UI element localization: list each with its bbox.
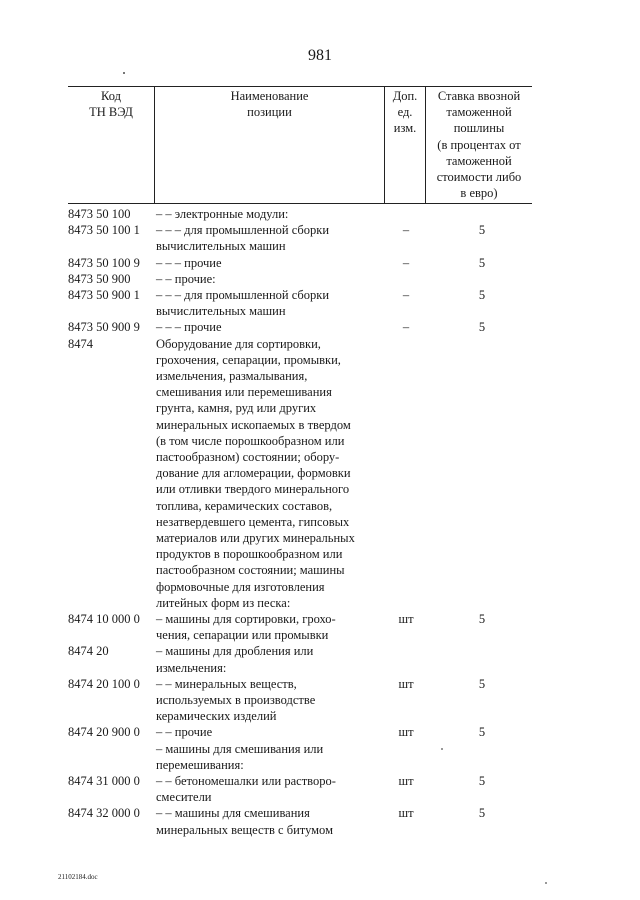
cell-unit: – (402, 288, 410, 302)
cell-rate: 5 (478, 774, 486, 788)
cell-name: пастообразном) состоянии; обору- (156, 450, 340, 464)
cell-unit: шт (398, 806, 414, 821)
table-row (68, 546, 532, 562)
cell-unit: – (402, 223, 410, 238)
cell-rate: 5 (478, 255, 486, 270)
cell-name: (в том числе порошкообразном или (156, 433, 345, 448)
cell-name: материалов или других минеральных (156, 531, 355, 545)
cell-name: дование для агломерации, формовки (156, 466, 351, 481)
table-row (68, 498, 532, 514)
cell-name: – – – для промышленной сборки (156, 288, 330, 302)
cell-rate: 5 (478, 320, 486, 335)
scan-speck (545, 882, 547, 884)
cell-name: – – электронные модули: (156, 207, 289, 221)
cell-rate: 5 (478, 806, 486, 821)
cell-name: измельчения: (156, 660, 227, 675)
cell-code: 8474 20 (68, 644, 109, 659)
cell-name: грунта, камня, руд или других (156, 401, 317, 416)
table-row (68, 643, 532, 659)
cell-name: – – – для промышленной сборки (156, 223, 330, 238)
cell-name: грохочения, сепарации, промывки, (156, 352, 341, 367)
table-row (68, 611, 532, 627)
cell-unit: шт (398, 676, 414, 691)
header-name: Наименование позиции (230, 89, 309, 120)
cell-name: или отливки твердого минерального (156, 482, 350, 497)
table-row (68, 433, 532, 449)
cell-code: 8474 31 000 0 (68, 774, 140, 788)
cell-name: продуктов в порошкообразном или (156, 547, 343, 562)
cell-rate: 5 (478, 612, 486, 626)
cell-name: керамических изделий (156, 709, 277, 724)
cell-name: перемешивания: (156, 757, 244, 772)
table-row (68, 255, 532, 271)
cell-rate: 5 (478, 676, 486, 691)
header-unit: Доп. ед. изм. (392, 89, 418, 136)
table-row (68, 757, 532, 773)
cell-name: литейных форм из песка: (156, 595, 291, 610)
cell-name: – – бетономешалки или растворо- (156, 774, 336, 788)
cell-code: 8473 50 900 9 (68, 320, 140, 335)
cell-code: 8474 (68, 336, 93, 351)
cell-name: незатвердевшего цемента, гипсовых (156, 514, 350, 529)
table-row (68, 789, 532, 805)
cell-name: пастообразном состоянии; машины (156, 563, 345, 578)
cell-code: 8473 50 100 (68, 207, 131, 221)
table-row (68, 449, 532, 465)
cell-name: топлива, керамических составов, (156, 498, 333, 513)
table-row (68, 384, 532, 400)
cell-name: – машины для дробления или (156, 644, 314, 659)
cell-name: смешивания или перемешивания (156, 385, 332, 400)
table-row (68, 692, 532, 708)
cell-name: минеральных веществ с битумом (156, 822, 333, 837)
scan-mark (123, 72, 125, 74)
header-bottom-border (68, 203, 532, 204)
table-row (68, 530, 532, 546)
table-row (68, 303, 532, 319)
cell-unit: – (402, 255, 410, 270)
cell-code: 8474 10 000 0 (68, 612, 140, 626)
table-row (68, 481, 532, 497)
cell-name: минеральных ископаемых в твердом (156, 417, 351, 432)
cell-name: – машины для смешивания или (156, 741, 324, 756)
table-row (68, 417, 532, 433)
table-row (68, 368, 532, 384)
cell-name: Оборудование для сортировки, (156, 336, 321, 351)
cell-name: – – прочие: (156, 271, 216, 286)
table-row (68, 822, 532, 838)
cell-name: – – прочие (156, 725, 213, 740)
table-row (68, 805, 532, 821)
table-row (68, 773, 532, 789)
table-row (68, 222, 532, 238)
table-row (68, 660, 532, 676)
cell-name: формовочные для изготовления (156, 579, 325, 594)
table-row (68, 595, 532, 611)
cell-name: используемых в производстве (156, 693, 316, 707)
cell-name: – – машины для смешивания (156, 806, 310, 821)
table-row (68, 724, 532, 740)
cell-code: 8474 20 900 0 (68, 725, 140, 740)
header-rate: Ставка ввозной таможенной пошлины (в процентах от таможенной стоимости либо в евро) (436, 89, 522, 201)
table-row (68, 319, 532, 335)
table-row (68, 336, 532, 352)
table-row (68, 352, 532, 368)
table-row (68, 708, 532, 724)
table-row (68, 741, 532, 757)
cell-code: 8473 50 900 (68, 271, 131, 286)
cell-code: 8473 50 100 1 (68, 223, 140, 238)
cell-code: 8474 32 000 0 (68, 806, 140, 821)
cell-code: 8473 50 100 9 (68, 255, 140, 270)
cell-name: – – – прочие (156, 255, 222, 270)
table-top-border (68, 86, 532, 87)
page-number: 981 (308, 47, 332, 64)
cell-unit: – (402, 320, 410, 335)
table-row (68, 627, 532, 643)
cell-unit: шт (398, 725, 414, 740)
cell-name: чения, сепарации или промывки (156, 628, 329, 643)
cell-name: – машины для сортировки, грохо- (156, 612, 336, 626)
table-row (68, 238, 532, 254)
cell-name: – – минеральных веществ, (156, 676, 297, 691)
cell-rate: 5 (478, 725, 486, 740)
table-row (68, 400, 532, 416)
cell-name: смесители (156, 790, 212, 805)
footer-filename: 21102184.doc (58, 873, 98, 881)
table-row (68, 676, 532, 692)
cell-name: измельчения, размалывания, (156, 369, 308, 383)
table-row (68, 579, 532, 595)
table-row (68, 562, 532, 578)
cell-name: вычислительных машин (156, 304, 286, 319)
cell-rate: 5 (478, 288, 486, 302)
cell-rate: 5 (478, 223, 486, 238)
cell-code: 8474 20 100 0 (68, 676, 140, 691)
header-code: Код ТН ВЭД (89, 89, 133, 120)
table-row (68, 514, 532, 530)
table-row (68, 287, 532, 303)
table-row (68, 271, 532, 287)
cell-unit: шт (398, 774, 414, 788)
scan-speck (441, 748, 443, 750)
cell-code: 8473 50 900 1 (68, 288, 140, 302)
table-row (68, 206, 532, 222)
cell-name: – – – прочие (156, 320, 222, 335)
cell-name: вычислительных машин (156, 239, 286, 254)
table-row (68, 465, 532, 481)
cell-unit: шт (398, 612, 414, 626)
